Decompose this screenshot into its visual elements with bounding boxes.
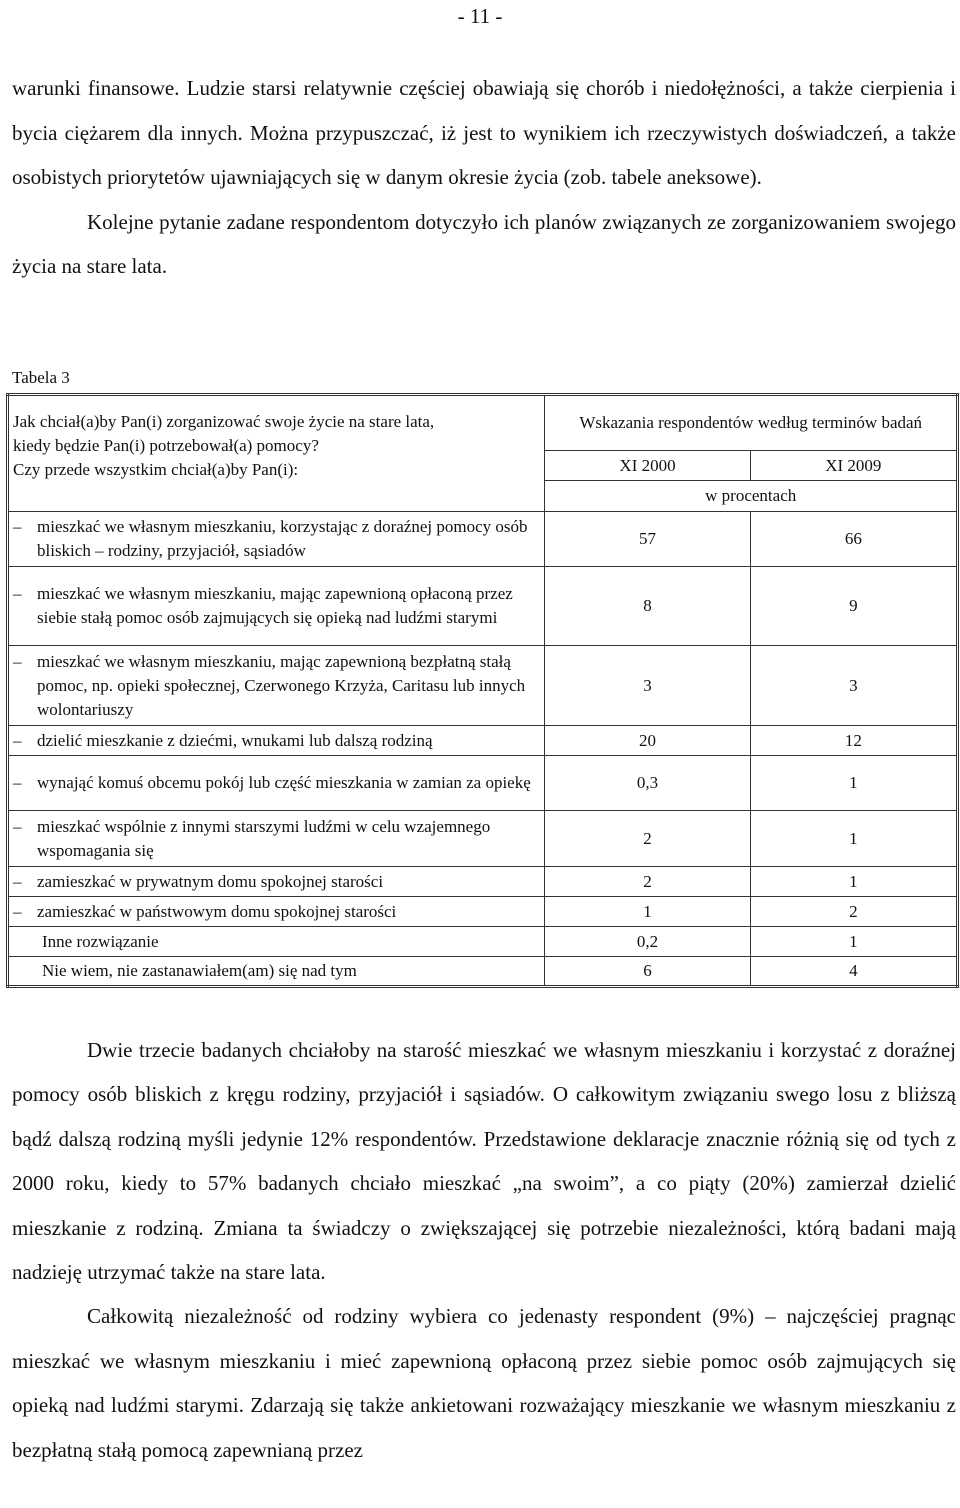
dash-marker: –	[13, 730, 22, 750]
body-text	[12, 1028, 956, 1472]
value-2000: 6	[545, 957, 750, 987]
value-2009: 2	[750, 897, 957, 927]
survey-table	[6, 393, 959, 988]
answer-text: mieszkać we własnym mieszkaniu, mając zapewnioną bezpłatną stałą pomoc, np. opieki społecznej, Czerwonego Krzyża, Caritasu lub innych wolontariuszy	[37, 651, 526, 719]
value-2000: 3	[545, 646, 750, 726]
question-line: Jak chciał(a)by Pan(i) zorganizować swoje życie na stare lata,	[13, 412, 435, 431]
value-2009: 1	[750, 927, 957, 957]
value-2009: 3	[750, 646, 957, 726]
value-2000: 8	[545, 567, 750, 646]
answer-cell: Nie wiem, nie zastanawiałem(am) się nad tym	[8, 957, 545, 987]
answer-cell	[8, 811, 545, 867]
value-2000: 0,2	[545, 927, 750, 957]
question-line: Czy przede wszystkim chciał(a)by Pan(i):	[13, 460, 299, 479]
dash-marker: –	[13, 901, 22, 921]
answer-cell	[8, 897, 545, 927]
answer-cell	[8, 726, 545, 756]
value-2009: 1	[750, 811, 957, 867]
value-2000: 0,3	[545, 756, 750, 811]
table-row	[8, 756, 958, 811]
table-row	[8, 897, 958, 927]
value-2000: 57	[545, 512, 750, 567]
table-row	[8, 646, 958, 726]
answer-cell: Inne rozwiązanie	[8, 927, 545, 957]
dash-marker: –	[13, 816, 22, 836]
header-2000: XI 2000	[545, 451, 750, 481]
dash-marker: –	[13, 773, 22, 792]
value-2000: 2	[545, 811, 750, 867]
answer-text: mieszkać we własnym mieszkaniu, mając zapewnioną opłaconą przez siebie stałą pomoc osób zajmujących się opieką nad ludźmi starymi	[37, 584, 513, 627]
table-body	[8, 395, 958, 987]
answer-cell	[8, 756, 545, 811]
value-2000: 2	[545, 867, 750, 897]
answer-cell	[8, 646, 545, 726]
answer-cell	[8, 512, 545, 567]
value-2000: 1	[545, 897, 750, 927]
answer-cell	[8, 567, 545, 646]
question-cell	[8, 395, 545, 512]
value-2009: 1	[750, 756, 957, 811]
answer-text: zamieszkać w państwowym domu spokojnej starości	[37, 901, 397, 921]
table-row	[8, 957, 958, 987]
page-number: - 11 -	[457, 4, 503, 28]
answer-text: dzielić mieszkanie z dziećmi, wnukami lub dalszą rodziną	[37, 730, 433, 750]
value-2009: 4	[750, 957, 957, 987]
value-2009: 1	[750, 867, 957, 897]
dash-marker: –	[13, 651, 22, 671]
table-row	[8, 867, 958, 897]
paragraph-summary: Dwie trzecie badanych chciałoby na starość mieszkać we własnym mieszkaniu i korzystać z doraźnej pomocy osób bliskich z kręgu rodziny, przyjaciół i sąsiadów. O całkowitym związaniu swego losu z bliższą bądź dalszą rodziną myśli jedynie 12% respondentów. Przedstawione deklaracje znacznie różnią się od tych z 2000 roku, kiedy to 57% badanych chciało mieszkać „na swoim”, a co piąty (20%) zamierzał dzielić mieszkanie z rodziną. Zmiana ta świadczy o zwiększającej się potrzebie niezależności, którą badani mają nadzieję utrzymać także na stare lata.	[12, 1038, 956, 1285]
question-line: kiedy będzie Pan(i) potrzebował(a) pomocy?	[13, 436, 319, 455]
paragraph-question-intro: Kolejne pytanie zadane respondentom dotyczyło ich planów związanych ze zorganizowaniem swojego życia na stare lata.	[12, 209, 956, 278]
dash-marker: –	[13, 517, 22, 536]
value-2009: 9	[750, 567, 957, 646]
dash-marker: –	[13, 584, 22, 603]
value-2000: 20	[545, 726, 750, 756]
answer-text: mieszkać wspólnie z innymi starszymi ludźmi w celu wzajemnego wspomagania się	[37, 816, 491, 860]
header-2009: XI 2009	[750, 451, 957, 481]
answer-text: mieszkać we własnym mieszkaniu, korzystając z doraźnej pomocy osób bliskich – rodziny, przyjaciół, sąsiadów	[37, 517, 528, 560]
table-row	[8, 927, 958, 957]
header-unit: w procentach	[545, 481, 958, 512]
value-2009: 66	[750, 512, 957, 567]
table-row	[8, 512, 958, 567]
table-row	[8, 726, 958, 756]
paragraph-independence: Całkowitą niezależność od rodziny wybiera co jedenasty respondent (9%) – najczęściej pragnąc mieszkać we własnym mieszkaniu i mieć zapewnioną opłaconą przez siebie pomoc osób zajmujących się opieką nad ludźmi starymi. Zdarzają się także ankietowani rozważający mieszkanie we własnym mieszkaniu z bezpłatną stałą pomocą zapewnianą przez	[12, 1304, 956, 1462]
answer-text: zamieszkać w prywatnym domu spokojnej starości	[37, 871, 384, 891]
value-2009: 12	[750, 726, 957, 756]
table-row	[8, 811, 958, 867]
header-row	[8, 395, 958, 451]
table-caption: Tabela 3	[12, 368, 70, 387]
dash-marker: –	[13, 871, 22, 891]
answer-cell	[8, 867, 545, 897]
paragraph-continuation: warunki finansowe. Ludzie starsi relatywnie częściej obawiają się chorób i niedołężności, a także cierpienia i bycia ciężarem dla innych. Można przypuszczać, iż jest to wynikiem ich rzeczywistych doświadczeń, a także osobistych priorytetów ujawniających się w danym okresie życia (zob. tabele aneksowe).	[12, 76, 956, 189]
header-group: Wskazania respondentów według terminów badań	[545, 395, 958, 451]
answer-text: wynająć komuś obcemu pokój lub część mieszkania w zamian za opiekę	[37, 773, 531, 792]
table-row	[8, 567, 958, 646]
intro-text	[12, 66, 956, 289]
